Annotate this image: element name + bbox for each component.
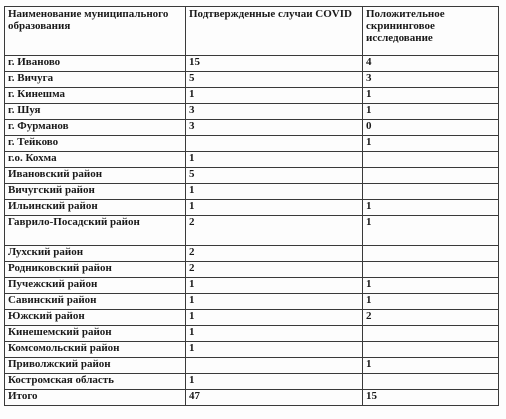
table-row — [5, 310, 499, 326]
cell-confirmed: 1 — [186, 342, 363, 358]
cell-confirmed: 1 — [186, 294, 363, 310]
table-row — [5, 136, 499, 152]
cell-confirmed — [186, 358, 363, 374]
cell-confirmed: 2 — [186, 262, 363, 278]
cell-municipality: г. Иваново — [5, 56, 186, 72]
cell-confirmed: 5 — [186, 168, 363, 184]
cell-total-label: Итого — [5, 390, 186, 406]
cell-confirmed: 1 — [186, 200, 363, 216]
cell-confirmed: 1 — [186, 326, 363, 342]
cell-confirmed: 2 — [186, 216, 363, 246]
cell-screening: 3 — [363, 72, 499, 88]
cell-municipality: Ивановский район — [5, 168, 186, 184]
table-body — [5, 56, 499, 406]
cell-screening: 1 — [363, 216, 499, 246]
header-confirmed-cases: Подтвержденные случаи COVID — [186, 7, 363, 56]
cell-screening: 1 — [363, 88, 499, 104]
cell-screening: 1 — [363, 136, 499, 152]
cell-confirmed: 1 — [186, 374, 363, 390]
cell-municipality: г.о. Кохма — [5, 152, 186, 168]
table-row — [5, 152, 499, 168]
table-row — [5, 88, 499, 104]
cell-municipality: г. Тейково — [5, 136, 186, 152]
cell-confirmed: 1 — [186, 152, 363, 168]
cell-screening — [363, 184, 499, 200]
cell-municipality: Гаврило-Посадский район — [5, 216, 186, 246]
table-row — [5, 294, 499, 310]
table-row — [5, 262, 499, 278]
cell-municipality: Савинский район — [5, 294, 186, 310]
cell-municipality: Пучежский район — [5, 278, 186, 294]
cell-confirmed: 3 — [186, 104, 363, 120]
table-row — [5, 246, 499, 262]
cell-confirmed: 5 — [186, 72, 363, 88]
table-row — [5, 184, 499, 200]
cell-confirmed: 2 — [186, 246, 363, 262]
cell-screening — [363, 342, 499, 358]
cell-screening: 4 — [363, 56, 499, 72]
table-row — [5, 56, 499, 72]
table-row — [5, 374, 499, 390]
cell-municipality: Приволжский район — [5, 358, 186, 374]
cell-municipality: г. Кинешма — [5, 88, 186, 104]
table-row — [5, 168, 499, 184]
cell-screening: 1 — [363, 294, 499, 310]
cell-screening — [363, 152, 499, 168]
cell-screening: 1 — [363, 200, 499, 216]
table-row — [5, 358, 499, 374]
cell-screening: 0 — [363, 120, 499, 136]
cell-municipality: г. Шуя — [5, 104, 186, 120]
cell-municipality: Кинешемский район — [5, 326, 186, 342]
cell-confirmed: 1 — [186, 184, 363, 200]
cell-municipality: г. Вичуга — [5, 72, 186, 88]
header-municipality: Наименование муниципального образования — [5, 7, 186, 56]
cell-municipality: Комсомольский район — [5, 342, 186, 358]
cell-screening: 1 — [363, 358, 499, 374]
cell-municipality: Лухский район — [5, 246, 186, 262]
cell-total-confirmed: 47 — [186, 390, 363, 406]
cell-municipality: Костромская область — [5, 374, 186, 390]
covid-cases-table — [4, 6, 499, 406]
cell-confirmed — [186, 136, 363, 152]
table-row — [5, 120, 499, 136]
table-row — [5, 104, 499, 120]
cell-municipality: Ильинский район — [5, 200, 186, 216]
table-header-row — [5, 7, 499, 56]
table-row — [5, 72, 499, 88]
cell-confirmed: 3 — [186, 120, 363, 136]
cell-confirmed: 1 — [186, 88, 363, 104]
cell-screening: 1 — [363, 104, 499, 120]
cell-screening — [363, 326, 499, 342]
cell-screening: 2 — [363, 310, 499, 326]
cell-municipality: г. Фурманов — [5, 120, 186, 136]
table-row — [5, 326, 499, 342]
cell-municipality: Южский район — [5, 310, 186, 326]
cell-screening — [363, 374, 499, 390]
cell-screening — [363, 168, 499, 184]
table-row — [5, 342, 499, 358]
table-total-row — [5, 390, 499, 406]
table-row — [5, 200, 499, 216]
cell-confirmed: 1 — [186, 278, 363, 294]
cell-municipality: Вичугский район — [5, 184, 186, 200]
cell-confirmed: 1 — [186, 310, 363, 326]
table-row — [5, 216, 499, 246]
cell-screening — [363, 246, 499, 262]
header-positive-screening: Положительное скрининговое исследование — [363, 7, 499, 56]
table-row — [5, 278, 499, 294]
cell-confirmed: 15 — [186, 56, 363, 72]
cell-screening: 1 — [363, 278, 499, 294]
cell-municipality: Родниковский район — [5, 262, 186, 278]
cell-screening — [363, 262, 499, 278]
cell-total-screening: 15 — [363, 390, 499, 406]
